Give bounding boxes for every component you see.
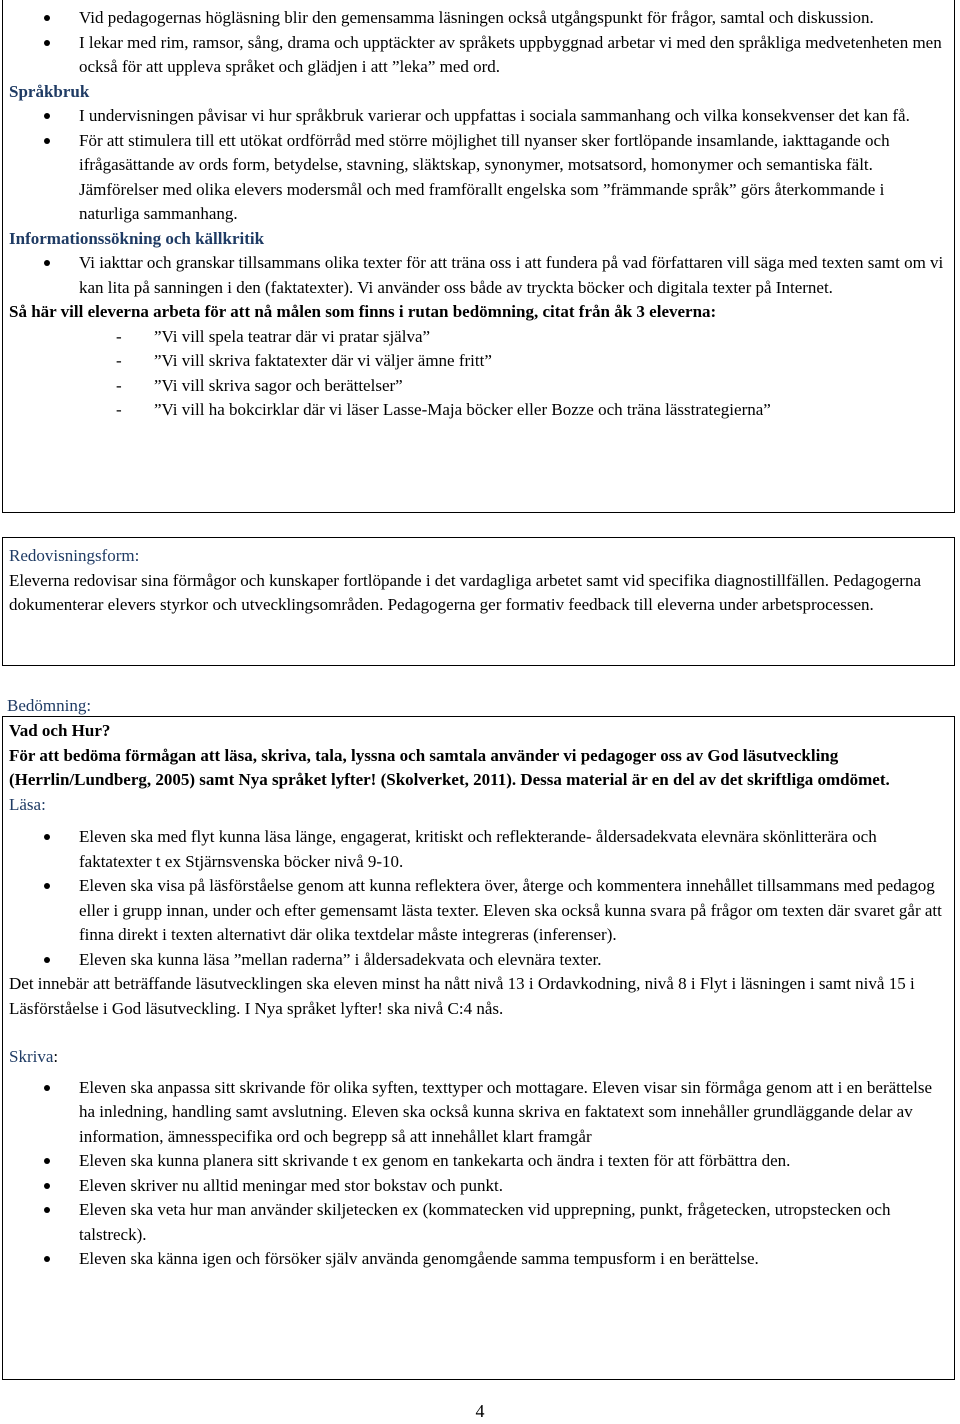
list-item: För att stimulera till ett utökat ordförråd med större möjlighet till nyanser sker fortlöpande insamlande, iakttagande och ifrågasättande av ords form, betydelse, stavning, släktskap, synonymer, motsatsord, homonymer och semantiska fält. Jämförelser med olika elevers modersmål och med framförallt engelska som ”främmande språk” görs återkommande i naturliga sammanhang.	[9, 129, 948, 227]
bullet-list-lasa	[9, 825, 948, 972]
list-item: I lekar med rim, ramsor, sång, drama och upptäckter av språkets uppbyggnad arbetar vi med den språkliga medvetenheten men också för att uppleva språket och glädjen i att ”leka” med ord.	[9, 31, 948, 80]
list-item: Eleven ska visa på läsförståelse genom att kunna reflektera över, återge och kommentera innehållet tillsammans med pedagog eller i grupp innan, under och efter gemensamt lästa texter. Eleven ska också kunna svara på frågor om texten där svaret går att finna direkt i texten alternativt där olika textdelar måste integreras (inferenser).	[9, 874, 948, 948]
section-heading-information: Informationssökning och källkritik	[9, 228, 265, 248]
section-heading-vad-och-hur: Vad och Hur?	[9, 721, 111, 740]
content-box-redovisning	[2, 537, 955, 666]
section-heading-bedomning: Bedömning:	[7, 696, 92, 715]
dash-marker: -	[116, 400, 122, 419]
list-item: Eleven ska kunna läsa ”mellan raderna” i åldersadekvata och elevnära texter.	[9, 948, 948, 973]
list-item: Vid pedagogernas högläsning blir den gemensamma läsningen också utgångspunkt för frågor, samtal och diskussion.	[9, 6, 948, 31]
bullet-list-intro	[9, 6, 948, 80]
section-heading-sprakbruk: Språkbruk	[9, 81, 90, 101]
dash-marker: -	[116, 326, 122, 346]
list-item: Eleven ska känna igen och försöker själv använda genomgående samma tempusform i en berättelse.	[9, 1247, 948, 1272]
list-item: - ”Vi vill skriva sagor och berättelser”	[9, 374, 948, 399]
paragraph-lasa: Det innebär att beträffande läsutvecklingen ska eleven minst ha nått nivå 13 i Ordavkodning, nivå 8 i Flyt i läsningen i samt nivå 15 i Läsförståelse i God läsutveckling. I Nya språket lyfter! ska nivå C:4 nås.	[9, 974, 915, 1018]
content-box-methods	[2, 0, 955, 513]
list-item: Eleven ska anpassa sitt skrivande för olika syften, texttyper och mottagare. Eleven visar sin förmåga genom att i en berättelse ha inledning, handling samt avslutning. Eleven ska också kunna skriva en faktatext som innehåller grundläggande delar av information, ämnesspecifika ord och begrepp så att innehållet klart framgår	[9, 1076, 948, 1150]
bullet-list-skriva	[9, 1076, 948, 1272]
list-item: Eleven ska veta hur man använder skiljetecken ex (kommatecken vid upprepning, punkt, frågetecken, utropstecken och talstreck).	[9, 1198, 948, 1247]
bullet-list-sprakbruk	[9, 104, 948, 227]
section-heading-lasa: Läsa:	[9, 794, 46, 814]
list-item: - ”Vi vill spela teatrar där vi pratar själva”	[9, 325, 948, 350]
dash-marker: -	[116, 351, 122, 370]
list-item: I undervisningen påvisar vi hur språkbruk varierar och uppfattas i sociala sammanhang och vilka konsekvenser det kan få.	[9, 104, 948, 129]
bullet-list-information	[9, 251, 948, 300]
dash-marker: -	[116, 375, 122, 395]
content-box-bedomning	[2, 716, 955, 1380]
list-item: - ”Vi vill ha bokcirklar där vi läser Lasse-Maja böcker eller Bozze och träna lässtrategierna”	[9, 398, 948, 423]
list-item: Vi iakttar och granskar tillsammans olika texter för att träna oss i att fundera på vad författaren vill säga med texten samt om vi kan lita på sanningen i den (faktatexter). Vi använder oss både av tryckta böcker och digitala texter på Internet.	[9, 251, 948, 300]
section-heading-quotes: Så här vill eleverna arbeta för att nå målen som finns i rutan bedömning, citat från åk 3 eleverna:	[9, 302, 717, 321]
list-item: - ”Vi vill skriva faktatexter där vi väljer ämne fritt”	[9, 349, 948, 374]
paragraph-intro: För att bedöma förmågan att läsa, skriva, tala, lyssna och samtala använder vi pedagoger oss av God läsutveckling (Herrlin/Lundberg, 2005) samt Nya språket lyfter! (Skolverket, 2011). Dessa material är en del av det skriftliga omdömet.	[9, 745, 890, 789]
paragraph-redovisning: Eleverna redovisar sina förmågor och kunskaper fortlöpande i det vardagliga arbetet samt vid specifika diagnostillfällen. Pedagogerna dokumenterar elevers styrkor och utvecklingsområden. Pedagogerna ger formativ feedback till eleverna under arbetsprocessen.	[9, 570, 922, 614]
section-heading-skriva: Skriva:	[9, 1047, 59, 1066]
list-item: Eleven ska med flyt kunna läsa länge, engagerat, kritiskt och reflekterande- åldersadekvata elevnära skönlitterära och faktatexter t ex Stjärnsvenska böcker nivå 9-10.	[9, 825, 948, 874]
section-heading-redovisning: Redovisningsform:	[9, 546, 140, 565]
quote-list	[9, 325, 948, 423]
list-item: Eleven skriver nu alltid meningar med stor bokstav och punkt.	[9, 1174, 948, 1199]
page-number: 4	[475, 1401, 485, 1421]
list-item: Eleven ska kunna planera sitt skrivande t ex genom en tankekarta och ändra i texten för att förbättra den.	[9, 1149, 948, 1174]
